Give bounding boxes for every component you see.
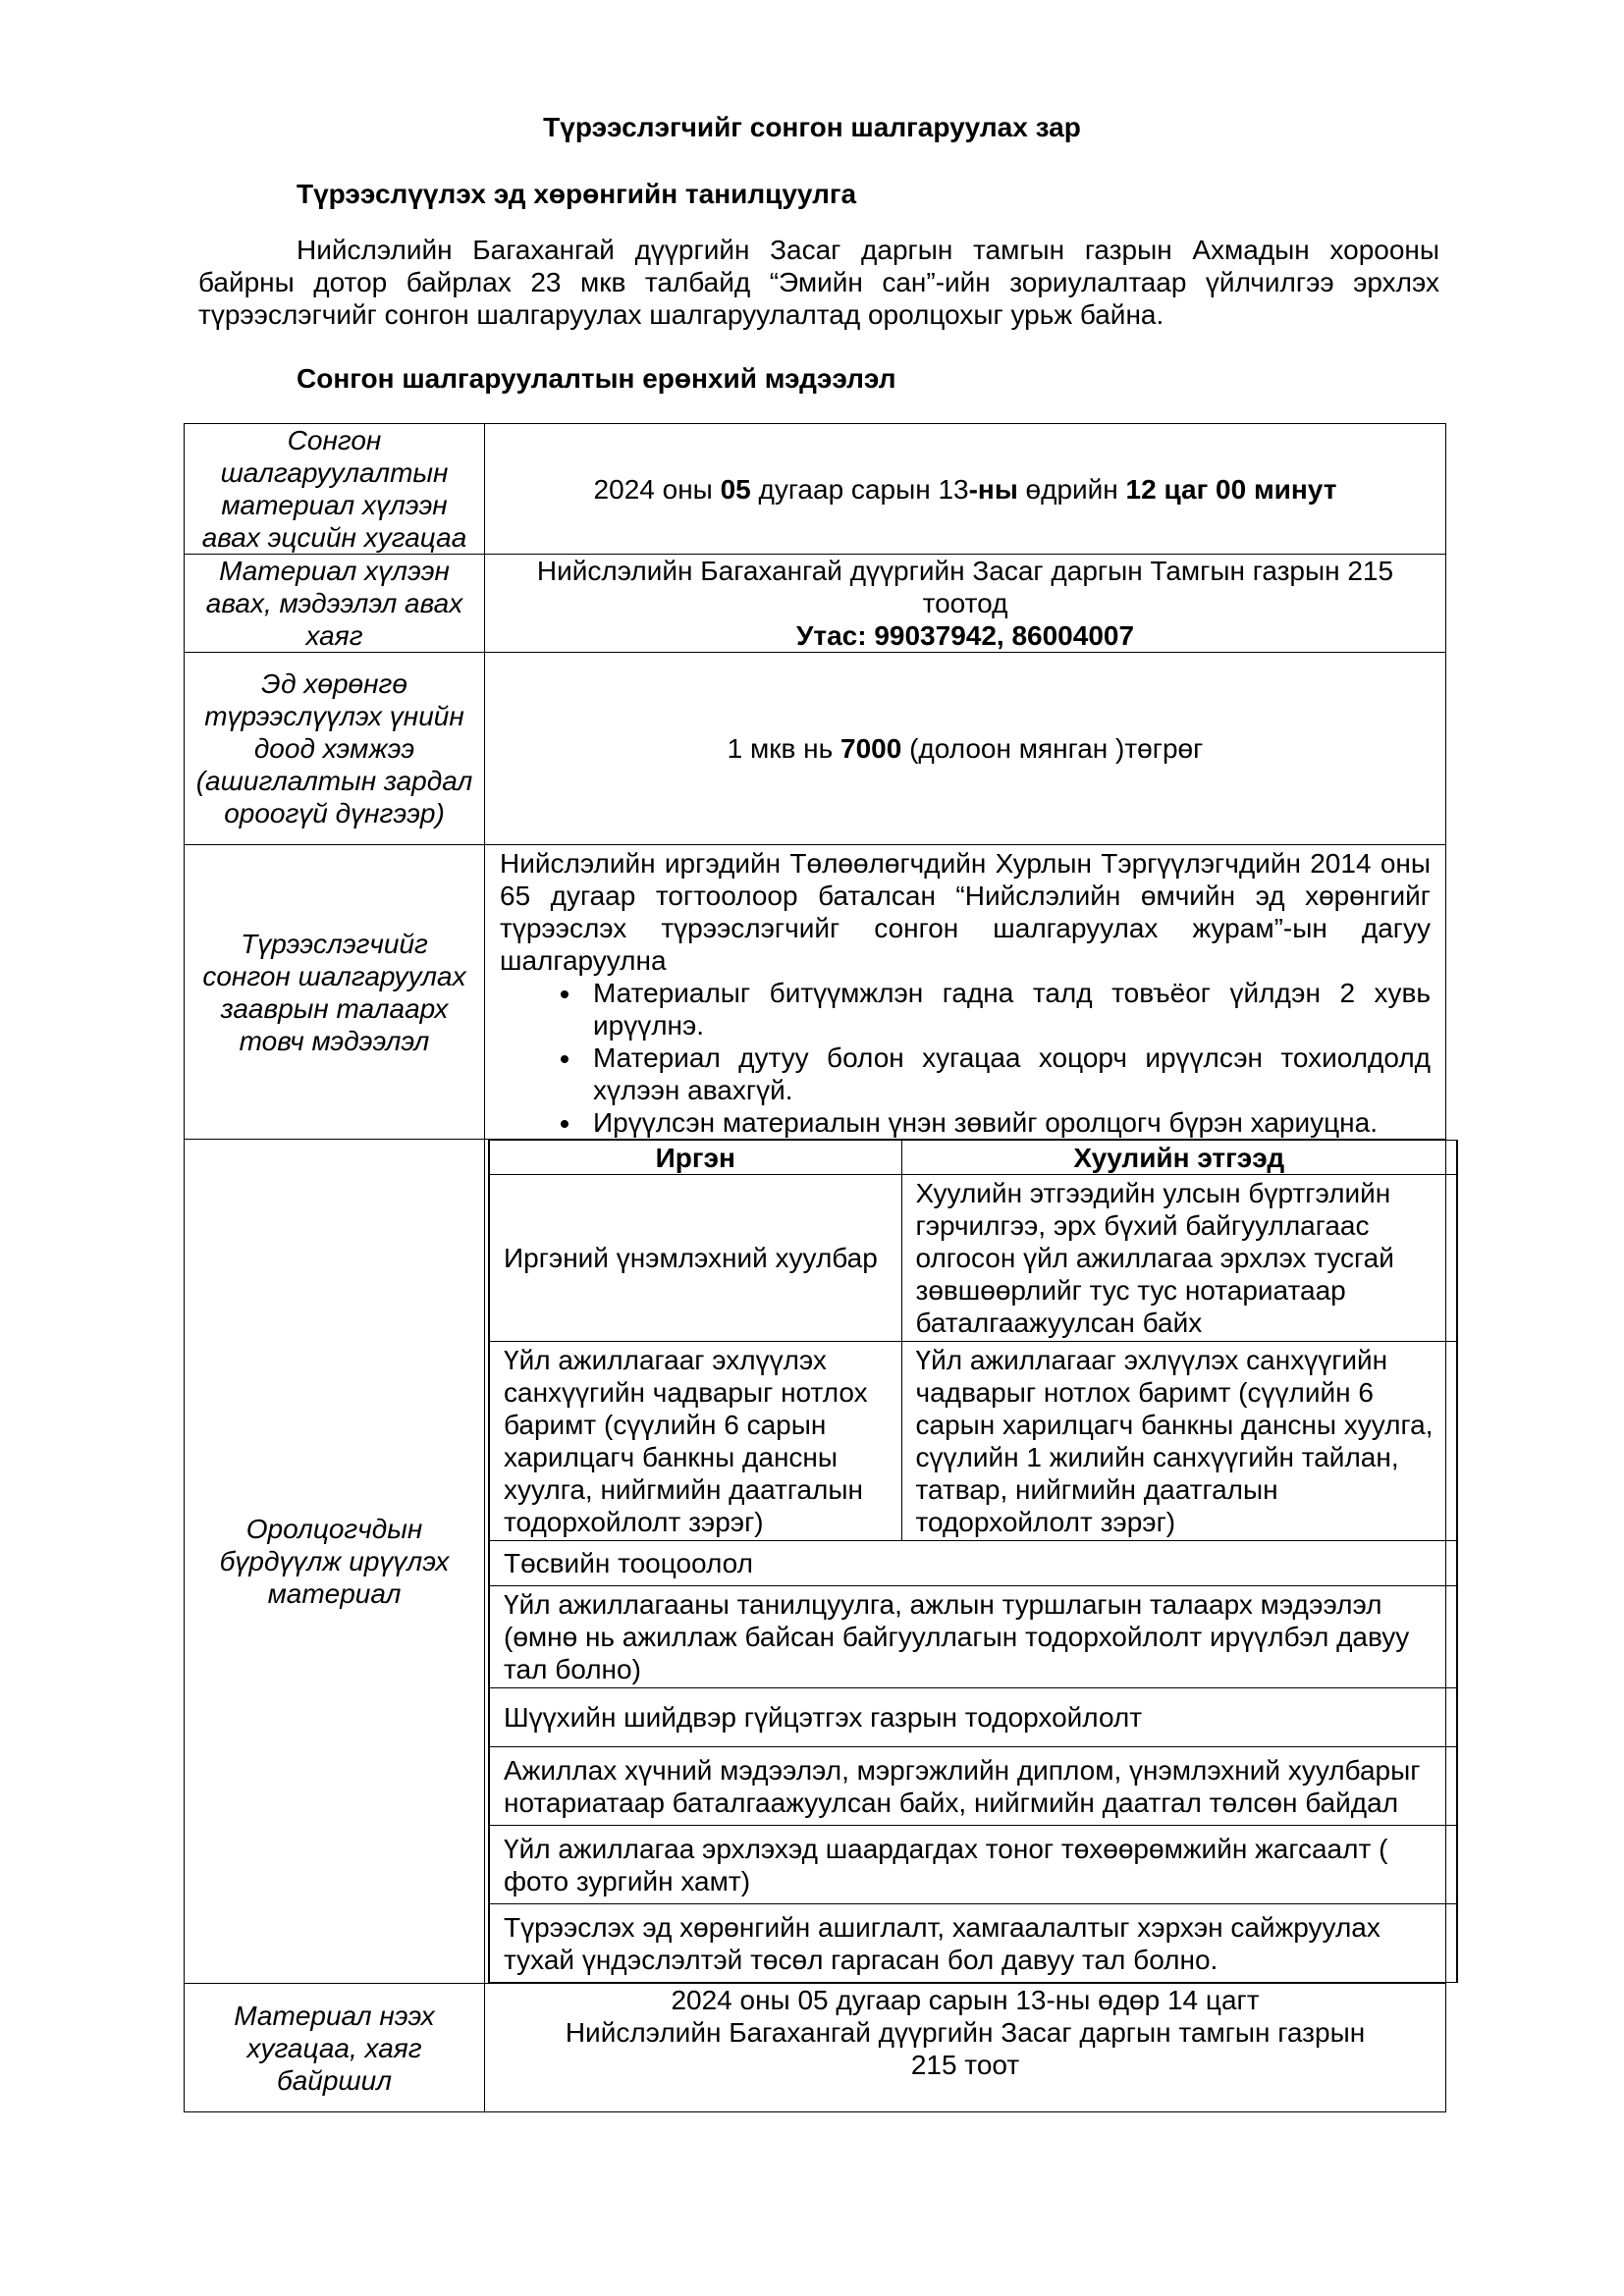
- deadline-label: Сонгон шалгаруулалтын материал хүлээн авах эцсийн хугацаа: [185, 424, 485, 555]
- document-title: Түрээслэгчийг сонгон шалгаруулах зар: [543, 112, 1081, 142]
- table-row-price: [185, 653, 1446, 845]
- materials-table: [488, 1140, 1458, 1983]
- citizen-id-copy: Иргэний үнэмлэхний хуулбар: [489, 1175, 901, 1342]
- table-row: [489, 1175, 1457, 1342]
- activity-introduction: Үйл ажиллагааны танилцуулга, ажлын туршлагын талаарх мэдээлэл (өмнө нь ажиллаж байсан байгууллагын тодорхойлолт ирүүлбэл давуу тал болно): [489, 1586, 1457, 1688]
- improvement-proposal: Түрээслэх эд хөрөнгийн ашиглалт, хамгаалалтыг хэрхэн сайжруулах тухай үндэслэлтэй төсөл гаргасан бол давуу тал болно.: [489, 1904, 1457, 1983]
- intro-heading: Түрээслүүлэх эд хөрөнгийн танилцуулга: [297, 179, 857, 209]
- procedure-bullets: [500, 977, 1431, 1139]
- list-item: • Материал дутуу болон хугацаа хоцорч ирүүлсэн тохиолдолд хүлээн авахгүй.: [583, 1041, 1431, 1106]
- table-row: [489, 1826, 1457, 1904]
- address-line: Нийслэлийн Багахангай дүүргийн Засаг даргын Тамгын газрын 215 тоотод: [536, 556, 1394, 618]
- workforce-information: Ажиллах хүчний мэдээлэл, мэргэжлийн диплом, үнэмлэхний хуулбарыг нотариатаар баталгаажуулсан байх, нийгмийн даатгал төлсөн байдал: [489, 1747, 1457, 1826]
- address-label: Материал хүлээн авах, мэдээлэл авах хаяг: [185, 555, 485, 653]
- table-row: [489, 1747, 1457, 1826]
- general-info-table: [184, 423, 1446, 2112]
- list-item: • Материалыг битүүмжлэн гадна талд товъёог үйлдэн 2 хувь ирүүлнэ.: [583, 977, 1431, 1041]
- table-row: [489, 1904, 1457, 1983]
- citizen-column-header: Иргэн: [489, 1141, 901, 1175]
- entity-registration: Хуулийн этгээдийн улсын бүртгэлийн гэрчилгээ, эрх бүхий байгууллагаас олгосон үйл ажиллагаа эрхлэх тусгай зөвшөөрлийг тус тус нотариатаар баталгаажуулсан байх: [901, 1175, 1457, 1342]
- price-label: Эд хөрөнгө түрээслүүлэх үнийн доод хэмжээ (ашиглалтын зардал ороогүй дүнгээр): [185, 653, 485, 845]
- opening-room: 215 тоот: [910, 2050, 1020, 2080]
- entity-column-header: Хуулийн этгээд: [901, 1141, 1457, 1175]
- table-row: [489, 1541, 1457, 1586]
- opening-place: Нийслэлийн Багахангай дүүргийн Засаг даргын тамгын газрын: [565, 2017, 1366, 2048]
- table-row: [489, 1688, 1457, 1747]
- table-row-deadline: [185, 424, 1446, 555]
- deadline-value: 2024 оны 05 дугаар сарын 13-ны өдрийн 12 цаг 00 минут: [485, 424, 1446, 555]
- materials-header-row: [489, 1141, 1457, 1175]
- table-row-procedure: [185, 845, 1446, 1140]
- procedure-label: Түрээслэгчийг сонгон шалгаруулах зааврын талаарх товч мэдээлэл: [185, 845, 485, 1140]
- address-value: [485, 555, 1446, 653]
- table-row-address: [185, 555, 1446, 653]
- table-row-materials: [185, 1140, 1446, 1984]
- table-row-opening: [185, 1984, 1446, 2112]
- general-info-heading: Сонгон шалгаруулалтын ерөнхий мэдээлэл: [297, 363, 896, 394]
- entity-financial-proof: Үйл ажиллагааг эхлүүлэх санхүүгийн чадварыг нотлох баримт (сүүлийн 6 сарын харилцагч банкны дансны хуулга, сүүлийн 1 жилийн санхүүгийн тайлан, татвар, нийгмийн даатгалын тодорхойлолт зэрэг): [901, 1342, 1457, 1541]
- materials-value: [485, 1140, 1446, 1984]
- table-row: [489, 1586, 1457, 1688]
- materials-label: Оролцогчдын бүрдүүлж ирүүлэх материал: [185, 1140, 485, 1984]
- price-value: 1 мкв нь 7000 (долоон мянган )төгрөг: [485, 653, 1446, 845]
- list-item: • Ирүүлсэн материалын үнэн зөвийг оролцогч бүрэн хариуцна.: [583, 1106, 1431, 1139]
- court-decision-reference: Шүүхийн шийдвэр гүйцэтгэх газрын тодорхойлолт: [489, 1688, 1457, 1747]
- opening-date: 2024 оны 05 дугаар сарын 13-ны өдөр 14 цагт: [671, 1985, 1260, 2015]
- phone-line: Утас: 99037942, 86004007: [795, 620, 1135, 651]
- procedure-text: Нийслэлийн иргэдийн Төлөөлөгчдийн Хурлын Тэргүүлэгчдийн 2014 оны 65 дугаар тогтоолоор баталсан “Нийслэлийн өмчийн эд хөрөнгийг түрээслэх түрээслэгчийг сонгон шалгаруулах журам”-ын дагуу шалгаруулна: [500, 848, 1431, 976]
- opening-label: Материал нээх хугацаа, хаяг байршил: [185, 1984, 485, 2112]
- intro-paragraph: Нийслэлийн Багахангай дүүргийн Засаг даргын тамгын газрын Ахмадын хорооны байрны дотор байрлах 23 мкв талбайд “Эмийн сан”-ийн зориулалтаар үйлчилгээ эрхлэх түрээслэгчийг сонгон шалгаруулах шалгаруулалтад оролцохыг урьж байна.: [198, 235, 1439, 330]
- opening-value: [485, 1984, 1446, 2112]
- budget-estimate: Төсвийн тооцоолол: [489, 1541, 1457, 1586]
- procedure-value: [485, 845, 1446, 1140]
- equipment-list: Үйл ажиллагаа эрхлэхэд шаардагдах тоног төхөөрөмжийн жагсаалт ( фото зургийн хамт): [489, 1826, 1457, 1904]
- table-row: [489, 1342, 1457, 1541]
- citizen-financial-proof: Үйл ажиллагааг эхлүүлэх санхүүгийн чадварыг нотлох баримт (сүүлийн 6 сарын харилцагч банкны дансны хуулга, нийгмийн даатгалын тодорхойлолт зэрэг): [489, 1342, 901, 1541]
